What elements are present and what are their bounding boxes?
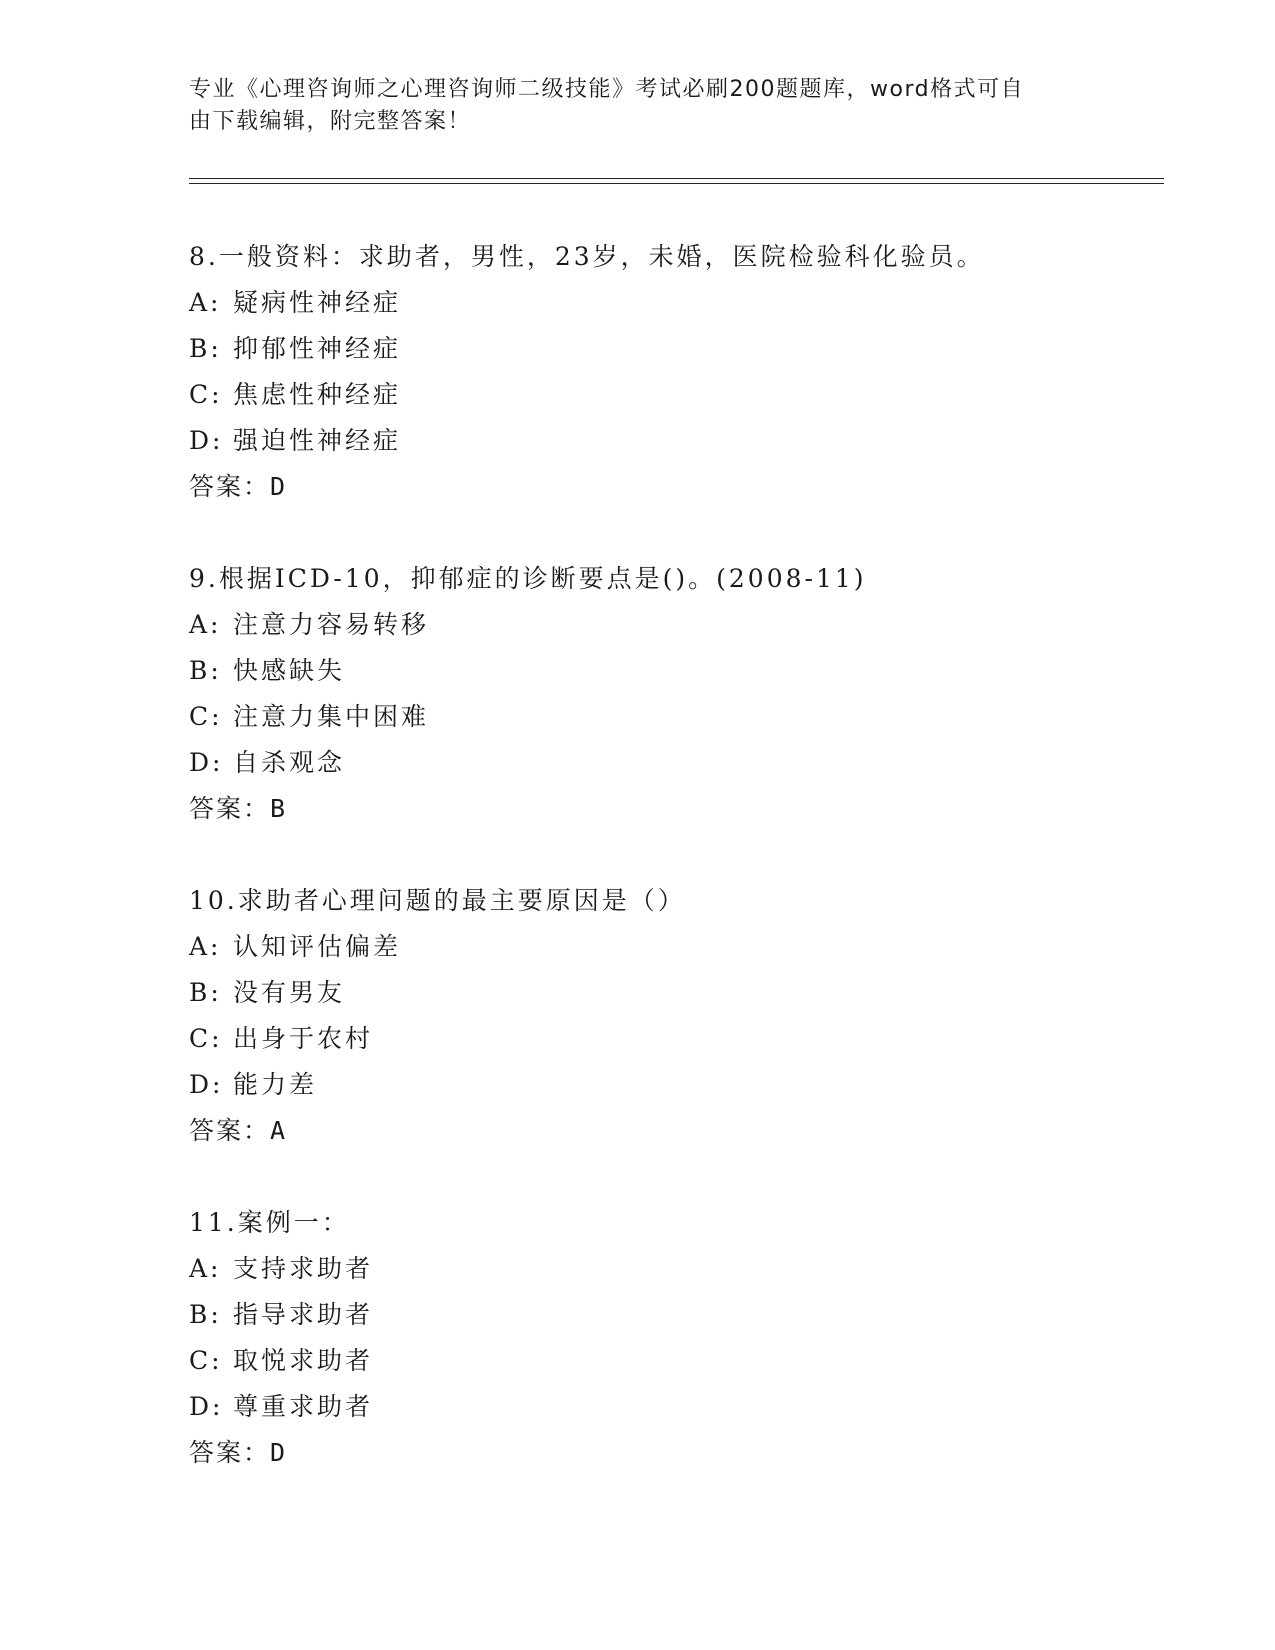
- option-key: D:: [189, 426, 224, 455]
- question-stem: 11.案例一：: [189, 1208, 350, 1237]
- option-key: D:: [189, 1070, 224, 1099]
- option-text: 注意力容易转移: [233, 610, 430, 639]
- option-key: C:: [189, 1024, 223, 1053]
- option-text: 认知评估偏差: [233, 932, 402, 961]
- option-b: [189, 1292, 1139, 1338]
- option-c: [189, 1016, 1139, 1062]
- answer-line: [189, 1430, 1139, 1476]
- answer-label: 答案：: [189, 1438, 271, 1467]
- option-key: A:: [189, 932, 222, 961]
- option-text: 尊重求助者: [233, 1392, 374, 1421]
- answer-line: [189, 1108, 1139, 1154]
- option-key: D:: [189, 748, 224, 777]
- option-text: 指导求助者: [233, 1300, 374, 1329]
- question-block-8: [189, 234, 1139, 510]
- option-text: 快感缺失: [233, 656, 346, 685]
- option-a: [189, 602, 1139, 648]
- question-block-9: [189, 556, 1139, 832]
- option-b: [189, 648, 1139, 694]
- answer-value: B: [270, 794, 288, 823]
- question-block-10: [189, 878, 1139, 1154]
- option-text: 没有男友: [233, 978, 346, 1007]
- option-d: [189, 740, 1139, 786]
- answer-line: [189, 786, 1139, 832]
- option-key: C:: [189, 1346, 223, 1375]
- option-b: [189, 970, 1139, 1016]
- option-c: [189, 372, 1139, 418]
- question-stem: 9.根据ICD-10，抑郁症的诊断要点是()。(2008-11): [189, 564, 867, 593]
- option-c: [189, 1338, 1139, 1384]
- option-a: [189, 1246, 1139, 1292]
- option-key: B:: [189, 334, 222, 363]
- header-divider-top: [189, 178, 1164, 179]
- answer-label: 答案：: [189, 472, 271, 501]
- option-text: 取悦求助者: [233, 1346, 374, 1375]
- option-key: D:: [189, 1392, 224, 1421]
- option-text: 焦虑性种经症: [233, 380, 402, 409]
- option-d: [189, 418, 1139, 464]
- answer-value: D: [270, 1438, 288, 1467]
- question-block-11: [189, 1200, 1139, 1476]
- answer-value: D: [270, 472, 288, 501]
- option-text: 疑病性神经症: [233, 288, 402, 317]
- header-line-2: 由下载编辑，附完整答案！: [189, 109, 472, 134]
- option-key: B:: [189, 1300, 222, 1329]
- option-text: 注意力集中困难: [233, 702, 430, 731]
- option-text: 自杀观念: [233, 748, 346, 777]
- option-key: C:: [189, 702, 223, 731]
- option-a: [189, 924, 1139, 970]
- option-key: C:: [189, 380, 223, 409]
- option-text: 支持求助者: [233, 1254, 374, 1283]
- option-text: 抑郁性神经症: [233, 334, 402, 363]
- answer-value: A: [270, 1116, 288, 1145]
- option-d: [189, 1384, 1139, 1430]
- answer-label: 答案：: [189, 794, 271, 823]
- document-header: [189, 74, 1089, 138]
- option-key: B:: [189, 978, 222, 1007]
- answer-line: [189, 464, 1139, 510]
- answer-label: 答案：: [189, 1116, 271, 1145]
- header-line-1: 专业《心理咨询师之心理咨询师二级技能》考试必刷200题题库，word格式可自: [189, 77, 1025, 102]
- option-text: 能力差: [233, 1070, 318, 1099]
- option-key: A:: [189, 288, 222, 317]
- option-key: B:: [189, 656, 222, 685]
- option-a: [189, 280, 1139, 326]
- option-c: [189, 694, 1139, 740]
- option-key: A:: [189, 610, 222, 639]
- option-text: 出身于农村: [233, 1024, 374, 1053]
- option-d: [189, 1062, 1139, 1108]
- question-stem: 10.求助者心理问题的最主要原因是（）: [189, 886, 686, 915]
- option-b: [189, 326, 1139, 372]
- header-divider-bottom: [189, 183, 1164, 184]
- question-stem: 8.一般资料：求助者，男性，23岁，未婚，医院检验科化验员。: [189, 242, 985, 271]
- option-text: 强迫性神经症: [233, 426, 402, 455]
- option-key: A:: [189, 1254, 222, 1283]
